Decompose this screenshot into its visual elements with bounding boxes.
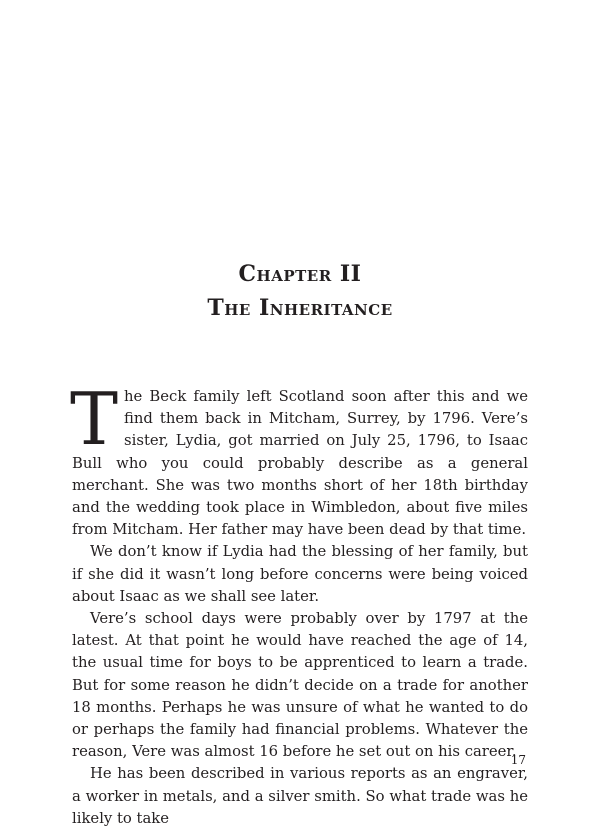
chapter-number: Chapter II	[238, 261, 362, 287]
body-text	[70, 377, 528, 830]
chapter-title: The Inheritance	[207, 295, 393, 321]
paragraph-2: We don’t know if Lydia had the blessing of her family, but if she did it wasn’t long before concerns were being voiced about Isaac as we shall see later.	[72, 543, 528, 605]
paragraph-3: Vere’s school days were probably over by 1797 at the latest. At that point he would have reached the age of 14, the usual time for boys to be apprenticed to learn a trade. But for some reason he didn’t decide on a trade for another 18 months. Perhaps he was unsure of what he wanted to do or perhaps the family had financial problems. Whatever the reason, Vere was almost 16 before he set out on his career.	[72, 610, 528, 761]
page-number: 17	[510, 753, 526, 767]
drop-cap: T	[70, 377, 119, 461]
chapter-heading	[0, 257, 600, 325]
paragraph-1	[70, 377, 528, 541]
paragraph-1-text: he Beck family left Scotland soon after this and we find them back in Mitcham, Surrey, by 1796. Vere’s sister, Lydia, got married on July 25, 1796, to Isaac Bull who you could probably describe as a general merchant. She was two months short of her 18th birthday and the wedding took place in Wimbledon, about five miles from Mitcham. Her father may have been dead by that time.	[72, 388, 528, 539]
paragraph-4: He has been described in various reports as an engraver, a worker in metals, and a silver smith. So what trade was he likely to take	[72, 765, 528, 827]
